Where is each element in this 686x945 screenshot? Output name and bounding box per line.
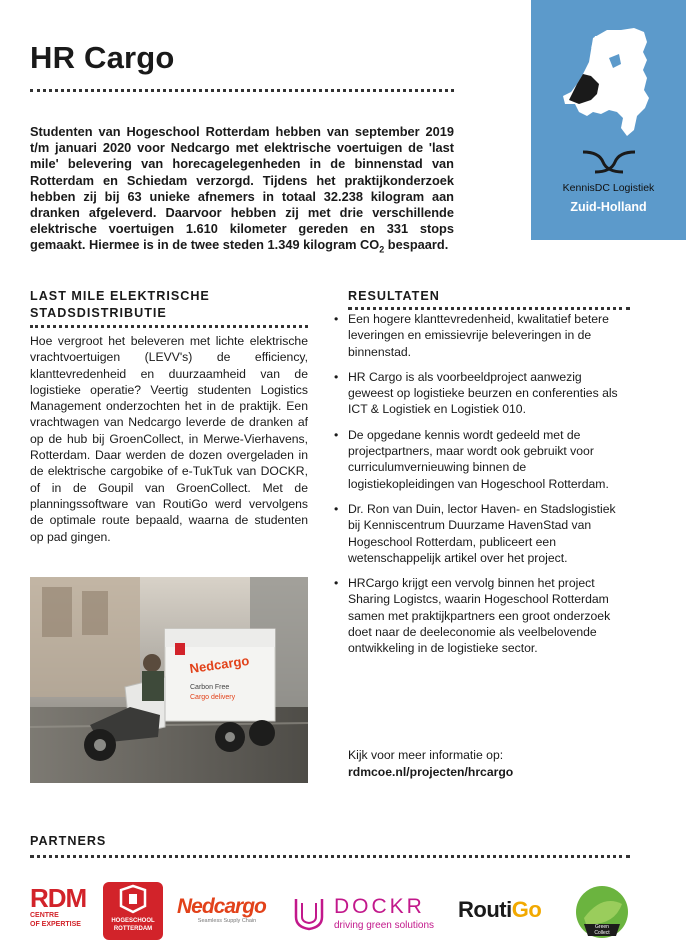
result-item: • HRCargo krijgt een vervolg binnen het project Sharing Logistcs, waarin Hogeschool Rotterdam samen met praktijkpartners een groot onderzoek doet naar de deeleconomie als veelbelovende ontwikkeling in de logistieke sector. — [330, 575, 630, 656]
result-item: • Een hogere klanttevredenheid, kwalitatief betere leveringen en emissievrije beleveringen in de binnenstad. — [330, 311, 630, 360]
routigo-logo[interactable]: RoutiGo — [458, 897, 542, 922]
vehicle-brand-text: Nedcargo — [188, 652, 251, 677]
result-item: • HR Cargo is als voorbeeldproject aanwezig geweest op logistieke beurzen en conferenties als ICT & Logistiek en Logistiek 010. — [330, 369, 630, 418]
result-item: • Dr. Ron van Duin, lector Haven- en Stadslogistiek bij Kenniscentrum Duurzame HavenStad van Hogeschool Rotterdam, publiceert een wetenschappelijk artikel over het project. — [330, 501, 630, 566]
last-mile-body: Hoe vergroot het beleveren met lichte elektrische vrachtvoertuigen (LEVV's) de efficiency, klanttevredenheid en duurzaamheid van de logistieke operatie? Veertig studenten Logistics Management onderzochten het in de praktijk. Een vrachtwagen van Nedcargo leverde de dranken af op de hub bij GroenCollect, in Merwe-Vierhavens, Rotterdam. Daar werden de dozen overgeladen in de elektrische cargobike of e-TukTuk van DOCKR, of in de Goupil van GroenCollect. Met de planningssoftware van RoutiGo werd vervolgens de optimale route bepaald, waarna de studenten op pad gingen. — [30, 334, 308, 544]
vehicle-text-2: Cargo delivery — [190, 694, 236, 701]
kennisdc-logo-icon — [579, 148, 639, 178]
region-brand-name: KennisDC Logistiek — [562, 182, 655, 194]
netherlands-map-icon — [531, 0, 686, 150]
title-divider — [30, 89, 454, 92]
groencollect-logo[interactable]: Green Collect — [574, 884, 630, 940]
region-name: Zuid-Holland — [570, 200, 647, 214]
dockr-emblem-icon — [292, 893, 326, 933]
vehicle-text-1: Carbon Free — [190, 684, 230, 691]
page-title: HR Cargo — [30, 40, 175, 75]
more-info-label: Kijk voor meer informatie op: — [348, 748, 504, 762]
results-list — [330, 311, 630, 666]
left-heading-divider — [30, 325, 308, 328]
more-info-link[interactable]: rdmcoe.nl/projecten/hrcargo — [348, 765, 514, 779]
partners-heading: PARTNERS — [30, 834, 107, 848]
nedcargo-logo[interactable]: Nedcargo Seamless Supply Chain — [177, 895, 266, 924]
netherlands-shape — [563, 28, 649, 136]
hr-emblem-icon — [103, 882, 163, 916]
result-item: • De opgedane kennis wordt gedeeld met de projectpartners, maar wordt ook gebruikt voor curriculumvernieuwing binnen de logistiekopleidingen van Hogeschool Rotterdam. — [330, 427, 630, 492]
results-divider — [348, 307, 630, 310]
rdm-logo[interactable]: RDM CENTRE OF EXPERTISE — [30, 883, 87, 928]
hogeschool-rotterdam-logo[interactable]: HOGESCHOOL ROTTERDAM — [103, 882, 163, 940]
region-card — [531, 0, 686, 240]
last-mile-heading: LAST MILE ELEKTRISCHE STADSDISTRIBUTIE — [30, 289, 210, 320]
results-heading: RESULTATEN — [348, 289, 440, 303]
photo-illustration — [30, 577, 308, 783]
intro-paragraph: Studenten van Hogeschool Rotterdam hebben van september 2019 t/m januari 2020 voor Nedcargo met elektrische voertuigen de 'last mile' belevering van horecagelegenheden in de binnenstad van Rotterdam en Schiedam verzorgd. Tijdens het praktijkonderzoek hebben zij bij 63 unieke afnemers in totaal 32.238 kilogram aan dranken afgeleverd. Daarvoor hebben zij met drie verschillende elektrische voertuigen 1.610 kilometer gereden en 331 stops gemaakt. Hiermee is in de twee steden 1.349 kilogram $CO_2$ bespaard. — [30, 124, 454, 255]
cargo-vehicle-photo — [30, 577, 308, 783]
partners-divider — [30, 855, 630, 858]
